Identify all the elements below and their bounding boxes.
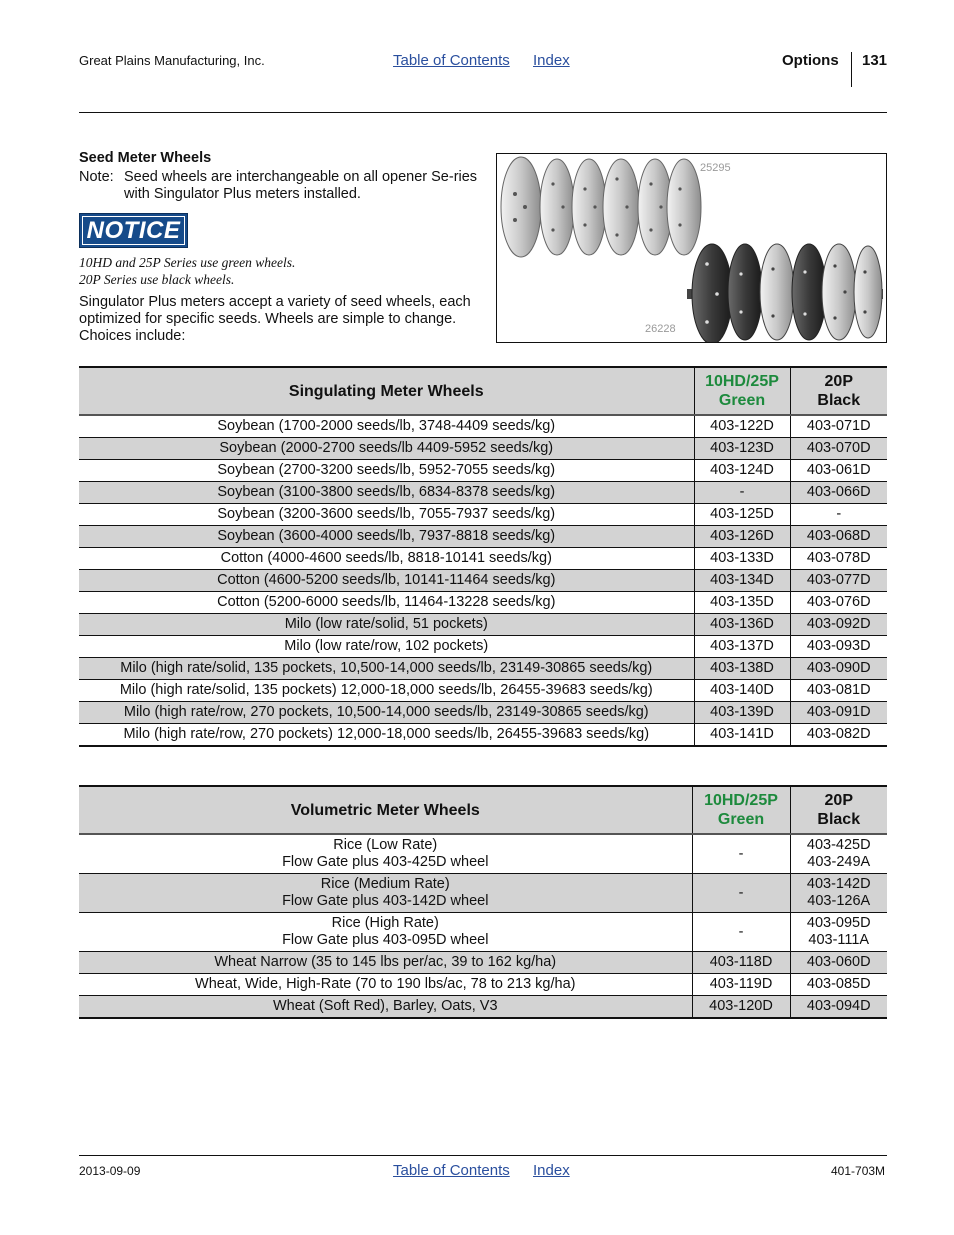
figure-number-top: 25295: [700, 162, 731, 174]
notice-line-1: 10HD and 25P Series use green wheels.: [79, 255, 296, 270]
footer-rule: [79, 1155, 887, 1156]
intro-paragraph: Singulator Plus meters accept a variety of seed wheels, each optimized for specific seeds. Wheels are simple to change. Choices include:: [79, 294, 471, 344]
notice-label: NOTICE: [82, 216, 185, 245]
cell-description: Milo (high rate/row, 270 pockets, 10,500-14,000 seeds/lb, 23149-30865 seeds/kg): [79, 702, 694, 724]
cell-black-part: 403-061D: [790, 460, 887, 482]
table-row: [79, 570, 887, 592]
table-row: [79, 548, 887, 570]
cell-black-part: 403-071D: [790, 415, 887, 438]
cell-green-part: 403-122D: [694, 415, 790, 438]
note-text: Seed wheels are interchangeable on all opener Se-ries with Singulator Plus meters installed.: [124, 169, 478, 202]
cell-black-part: 403-077D: [790, 570, 887, 592]
cell-black-part: 403-076D: [790, 592, 887, 614]
notice-line-2: 20P Series use black wheels.: [79, 272, 235, 287]
cell-description: Wheat Narrow (35 to 145 lbs per/ac, 39 to 162 kg/ha): [79, 952, 692, 974]
singulating-wheels-table: [79, 366, 887, 747]
cell-description: Soybean (1700-2000 seeds/lb, 3748-4409 seeds/kg): [79, 415, 694, 438]
cell-description: Soybean (3600-4000 seeds/lb, 7937-8818 seeds/kg): [79, 526, 694, 548]
seed-wheels-figure: [496, 153, 887, 343]
table-row: [79, 658, 887, 680]
cell-green-part: 403-134D: [694, 570, 790, 592]
cell-description: Cotton (5200-6000 seeds/lb, 11464-13228 seeds/kg): [79, 592, 694, 614]
cell-green-part: 403-141D: [694, 724, 790, 747]
volumetric-wheels-table: [79, 785, 887, 1019]
table-row: [79, 874, 887, 913]
table-row: [79, 526, 887, 548]
table-row: [79, 974, 887, 996]
cell-description: Soybean (3100-3800 seeds/lb, 6834-8378 seeds/kg): [79, 482, 694, 504]
cell-green-part: 403-120D: [692, 996, 790, 1019]
cell-green-part: 403-139D: [694, 702, 790, 724]
column-header-description: Singulating Meter Wheels: [79, 367, 694, 415]
cell-black-part: 403-066D: [790, 482, 887, 504]
cell-description: Soybean (2000-2700 seeds/lb 4409-5952 seeds/kg): [79, 438, 694, 460]
table-header-row: [79, 786, 887, 834]
table-of-contents-link[interactable]: Table of Contents: [393, 52, 510, 69]
footer-table-of-contents-link[interactable]: Table of Contents: [393, 1162, 510, 1179]
cell-black-part: 403-092D: [790, 614, 887, 636]
table-row: [79, 724, 887, 747]
table-row: [79, 952, 887, 974]
cell-black-part: 403-425D 403-249A: [790, 834, 887, 874]
table-header-row: [79, 367, 887, 415]
cell-green-part: 403-123D: [694, 438, 790, 460]
cell-green-part: 403-126D: [694, 526, 790, 548]
cell-black-part: 403-081D: [790, 680, 887, 702]
cell-green-part: 403-138D: [694, 658, 790, 680]
notice-badge: [79, 213, 188, 248]
cell-black-part: 403-068D: [790, 526, 887, 548]
green-wheel-group: [501, 157, 701, 257]
cell-black-part: 403-095D 403-111A: [790, 913, 887, 952]
header-divider: [851, 52, 852, 87]
note-label: Note:: [79, 169, 114, 185]
table-row: [79, 438, 887, 460]
column-header-green: 10HD/25P Green: [694, 367, 790, 415]
cell-green-part: -: [694, 482, 790, 504]
table-row: [79, 415, 887, 438]
table-row: [79, 996, 887, 1019]
cell-green-part: 403-137D: [694, 636, 790, 658]
cell-green-part: 403-140D: [694, 680, 790, 702]
cell-green-part: 403-136D: [694, 614, 790, 636]
footer-date: 2013-09-09: [79, 1164, 141, 1178]
cell-description: Milo (high rate/solid, 135 pockets) 12,000-18,000 seeds/lb, 26455-39683 seeds/kg): [79, 680, 694, 702]
cell-green-part: 403-125D: [694, 504, 790, 526]
page-number: 131: [862, 52, 888, 69]
table-row: [79, 680, 887, 702]
cell-green-part: -: [692, 913, 790, 952]
cell-black-part: 403-082D: [790, 724, 887, 747]
cell-green-part: 403-124D: [694, 460, 790, 482]
cell-description: Cotton (4000-4600 seeds/lb, 8818-10141 seeds/kg): [79, 548, 694, 570]
cell-black-part: -: [790, 504, 887, 526]
cell-description: Soybean (2700-3200 seeds/lb, 5952-7055 seeds/kg): [79, 460, 694, 482]
cell-green-part: -: [692, 834, 790, 874]
table-row: [79, 592, 887, 614]
cell-green-part: 403-118D: [692, 952, 790, 974]
cell-black-part: 403-093D: [790, 636, 887, 658]
table-row: [79, 460, 887, 482]
cell-black-part: 403-094D: [790, 996, 887, 1019]
cell-description: Cotton (4600-5200 seeds/lb, 10141-11464 seeds/kg): [79, 570, 694, 592]
cell-black-part: 403-142D 403-126A: [790, 874, 887, 913]
notice-message: [79, 254, 295, 288]
seed-wheels-illustration: [497, 154, 886, 342]
cell-description: Rice (Medium Rate) Flow Gate plus 403-142D wheel: [79, 874, 692, 913]
footer-doc-number: 401-703M: [831, 1164, 886, 1178]
table-row: [79, 482, 887, 504]
table-row: [79, 913, 887, 952]
cell-description: Soybean (3200-3600 seeds/lb, 7055-7937 seeds/kg): [79, 504, 694, 526]
cell-green-part: 403-135D: [694, 592, 790, 614]
black-wheel-group: [687, 244, 883, 342]
table-row: [79, 504, 887, 526]
cell-black-part: 403-060D: [790, 952, 887, 974]
section-title: Seed Meter Wheels: [79, 150, 212, 166]
cell-green-part: 403-133D: [694, 548, 790, 570]
table-row: [79, 614, 887, 636]
index-link[interactable]: Index: [533, 52, 570, 69]
header-rule: [79, 112, 887, 113]
cell-description: Milo (high rate/solid, 135 pockets, 10,500-14,000 seeds/lb, 23149-30865 seeds/kg): [79, 658, 694, 680]
cell-black-part: 403-070D: [790, 438, 887, 460]
cell-green-part: -: [692, 874, 790, 913]
table-row: [79, 702, 887, 724]
cell-description: Wheat (Soft Red), Barley, Oats, V3: [79, 996, 692, 1019]
cell-description: Milo (low rate/solid, 51 pockets): [79, 614, 694, 636]
company-name: Great Plains Manufacturing, Inc.: [79, 53, 265, 68]
figure-number-bottom: 26228: [645, 323, 676, 335]
column-header-black: 20P Black: [790, 367, 887, 415]
cell-black-part: 403-091D: [790, 702, 887, 724]
table-row: [79, 636, 887, 658]
cell-description: Wheat, Wide, High-Rate (70 to 190 lbs/ac, 78 to 213 kg/ha): [79, 974, 692, 996]
cell-description: Milo (low rate/row, 102 pockets): [79, 636, 694, 658]
column-header-description: Volumetric Meter Wheels: [79, 786, 692, 834]
cell-description: Rice (High Rate) Flow Gate plus 403-095D wheel: [79, 913, 692, 952]
table-row: [79, 834, 887, 874]
section-name: Options: [782, 52, 839, 69]
cell-black-part: 403-090D: [790, 658, 887, 680]
cell-description: Rice (Low Rate) Flow Gate plus 403-425D wheel: [79, 834, 692, 874]
cell-description: Milo (high rate/row, 270 pockets) 12,000-18,000 seeds/lb, 26455-39683 seeds/kg): [79, 724, 694, 747]
cell-black-part: 403-085D: [790, 974, 887, 996]
footer-index-link[interactable]: Index: [533, 1162, 570, 1179]
cell-green-part: 403-119D: [692, 974, 790, 996]
column-header-black: 20P Black: [790, 786, 887, 834]
cell-black-part: 403-078D: [790, 548, 887, 570]
column-header-green: 10HD/25P Green: [692, 786, 790, 834]
